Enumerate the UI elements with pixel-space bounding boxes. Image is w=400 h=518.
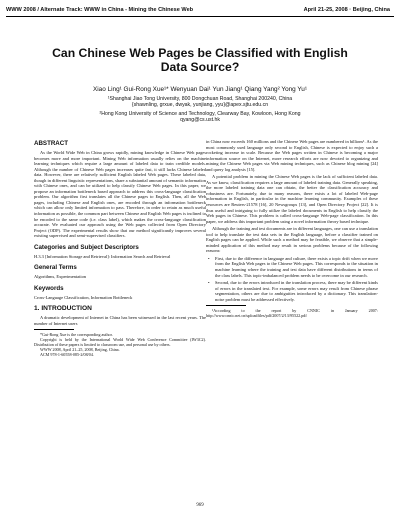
venue-note: WWW 2008, April 21–25, 2008, Beijing, China. [40, 347, 120, 353]
general-terms-text: Algorithms, Experimentation [34, 274, 87, 280]
intro-paragraph-3: Although the training and test documents are in different languages, one can use a translation tool to help translate the test data sets in the English language, before a classifier trained on English pages can be applied. While such a method may be feasible, we observe that a simple-minded application of this method may result in serious problems because of the following reasons: [206, 226, 378, 254]
right-column [206, 139, 378, 318]
categories-text: H.3.3 [Information Storage and Retrieval]: Information Search and Retrieval [34, 253, 171, 259]
copyright-notice: Copyright is held by the International World Wide Web Conference Committee (IW3C2). Distribution of these papers is limited to classroom use, and personal use by others. [34, 337, 206, 348]
intro-paragraph-1: in China now exceeds 160 millions and the Chinese Web pages are numbered in billions¹. As the most commonly used language only second to English, Chinese is expected to enjoy such a rocketing increase in scale. Because the Web pages written in Chinese is becoming a major information source on the Internet, more research efforts are now devoted to organizing and mining the Chinese Web pages via Web mining techniques, such as Chinese blog mining [24] and query log analysis [15]. [206, 139, 378, 172]
list-item: • First, due to the difference in language and culture, there exists a topic drift when we move from the English Web pages to the Chinese Web pages. This corresponds to the situation in machine learning where the training and test data have different distributions in terms of the class labels. This topic-imbalanced problem needs to be overcome in our research. [206, 256, 378, 278]
conference-header [6, 3, 394, 17]
affiliation-1-address: ¹Shanghai Jiao Tong University, 800 Dongchuan Road, Shanghai 200240, China [107, 96, 293, 102]
left-column [34, 140, 206, 357]
page-number: 969 [196, 503, 204, 508]
introduction-heading: 1. INTRODUCTION [34, 305, 92, 313]
keywords-heading: Keywords [34, 284, 64, 292]
abstract-heading: ABSTRACT [34, 140, 69, 147]
conference-track: WWW 2008 / Alternate Track: WWW in China - Mining the Chinese Web [6, 7, 194, 13]
intro-paragraph-2: A potential problem in mining the Chinese Web pages is the lack of sufficient labeled data. As we know, classification requires a large amount of labeled training data. Generally speaking, the more labeled training data one can obtain, the better the classification accuracy and robustness are. Fortunately, due to many reasons, there exists a lot of labeled Web-page information in English, in particular in the machine learning community. Examples of these resources are Reuters-21578 [16], 20 Newsgroups [13], and Open Directory Project [22]. It is thus useful and intriguing to fully utilize the labeled documents in English to help classify the Web pages in Chinese. This problem is called cross-language Web-page classification. In this paper, we address this important problem using a novel information theory based technique. [206, 174, 378, 224]
affiliation-1 [20, 96, 380, 108]
paper-title: Can Chinese Web Pages be Classified with English Data Source? [52, 46, 348, 74]
affiliation-1-emails: {shawnling, grxue, dwyak, yunjiang, yyu}@apex.sjtu.edu.cn [131, 102, 269, 109]
conference-dates: April 21-25, 2008 · Beijing, China [303, 7, 390, 13]
footnote-rule [34, 329, 74, 330]
corresponding-author-note: *Gui-Rong Xue is the corresponding author. [40, 332, 113, 338]
categories-heading: Categories and Subject Descriptors [34, 243, 139, 251]
affiliation-2 [20, 111, 380, 123]
abstract-text: As the World Wide Web in China grows rapidly, mining knowledge in Chinese Web pages becomes more and more important. Mining Web information usually relies on the machine learning techniques which require a large amount of labeled data to train credible models. Although the number of Chinese Web pages increases quite fast, it still lacks Chinese labeled data. However, there are relatively sufficient English labeled Web pages. These labeled data, though in different linguistic representations, share a substantial amount of semantic information with Chinese ones, and can be utilized to help classify Chinese Web pages. In this paper, we propose an information bottleneck based approach to address this cross-language classification problem. Our algorithm first translates all the Chinese pages to English. Then, all the Web pages, including Chinese and English ones, are encoded through an information bottleneck which can allow only limited information to pass. Therefore, in order to retain as much useful information as possible, the common part between Chinese and English Web pages is inclined to be encoded to the same code (i.e. class label), which makes the cross-language classification accurate. We evaluated our approach using the Web pages collected from Open Directory Project (ODP). The experimental results show that our method significantly improves several existing supervised and semi-supervised classifiers. [34, 150, 206, 239]
list-item: • Second, due to the errors introduced in the translation process, there may be different kinds of errors in the translated text. For example, some errors may result from Chinese phrase segmentation, others are due to ambiguities introduced by a dictionary. This translation-noise problem must be addressed effectively. [206, 280, 378, 302]
problem-list [206, 256, 378, 302]
header-rule [6, 16, 394, 17]
affiliation-2-email: qyang@cs.ust.hk [180, 117, 220, 124]
cnnic-footnote: ¹According to the report by CNNIC in January 2007: http://www.cnnic.net.cn/uploadfiles/pdf/2007/2/13/95522.pdf [206, 307, 378, 318]
keywords-text: Cross-Language Classification, Information Bottleneck [34, 294, 133, 300]
general-terms-heading: General Terms [34, 264, 77, 272]
introduction-text: A dramatic development of Internet in China has been witnessed in the last recent years. The number of Internet users [34, 315, 206, 326]
acm-isbn: ACM 978-1-60558-085-2/08/04. [40, 352, 94, 358]
author-list: Xiao Ling¹ Gui-Rong Xue¹* Wenyuan Dai¹ Yun Jiang¹ Qiang Yang² Yong Yu¹ [93, 86, 307, 93]
footnote-rule [206, 305, 246, 306]
affiliation-2-address: ²Hong Kong University of Science and Technology, Clearway Bay, Kowloon, Hong Kong [99, 111, 301, 117]
